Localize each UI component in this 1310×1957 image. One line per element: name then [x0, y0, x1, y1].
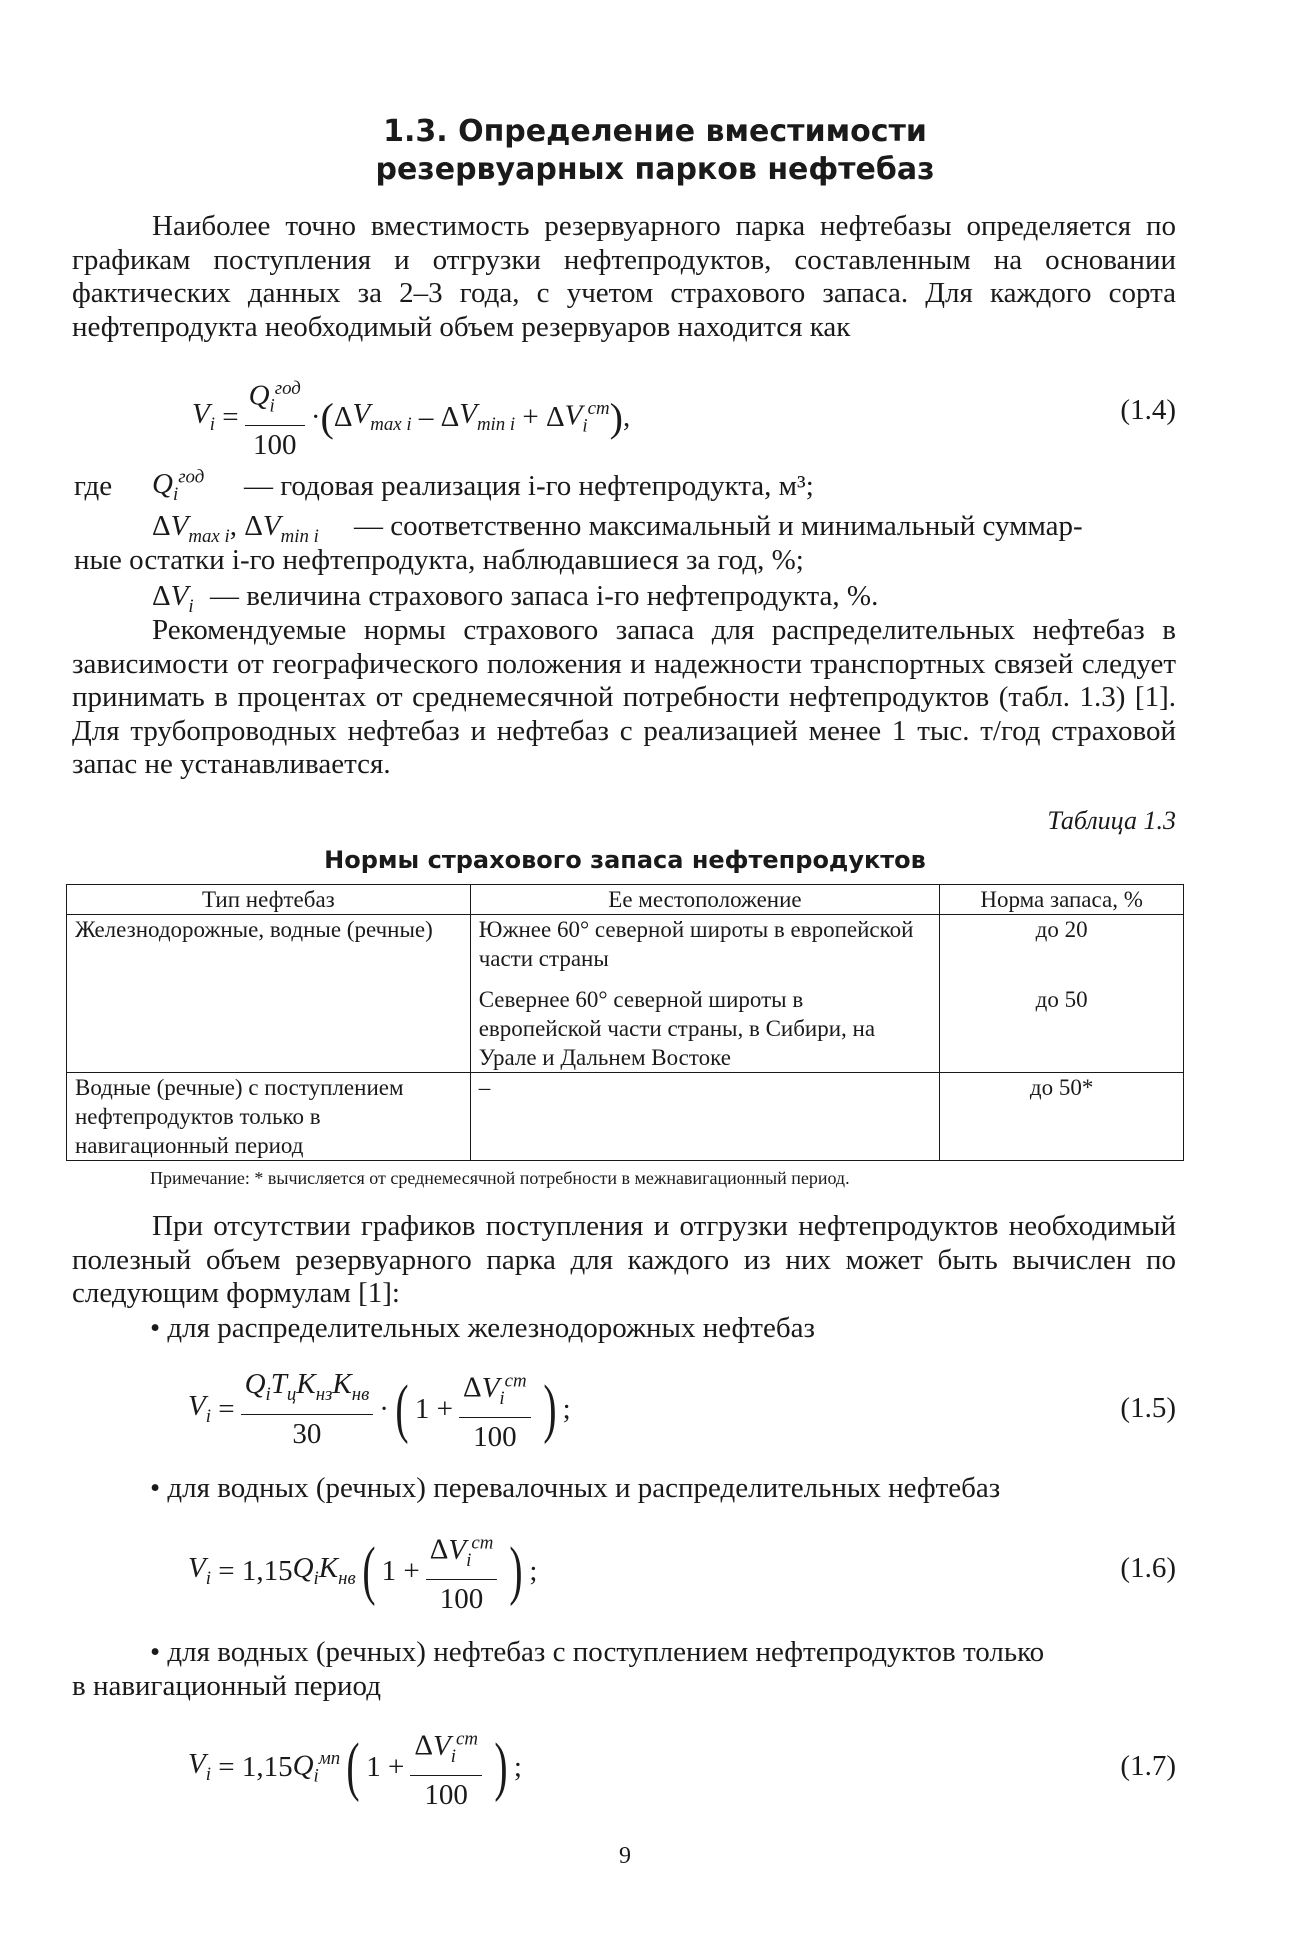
page-number: 9 — [619, 1843, 631, 1869]
header-type: Тип нефтебаз — [67, 885, 471, 915]
equation-number-1-6: (1.6) — [1120, 1552, 1176, 1584]
bullet-rail: • для распределительных железнодорожных нефтебаз — [150, 1312, 815, 1344]
section-title-line1: 1.3. Определение вместимости — [383, 114, 927, 149]
formula-1-7-coef: 1,15 — [241, 1750, 293, 1783]
where-word: где — [74, 470, 113, 502]
section-title-line2: резервуарных парков нефтебаз — [375, 152, 935, 187]
table-header-row — [67, 885, 1184, 915]
recommend-paragraph: Рекомендуемые нормы страхового запаса для распределительных нефтебаз в зависимости от географического положения и надежности транспортных связей следует принимать в процентах от среднемесячной потребности нефтепродуктов (табл. 1.3) [1]. Для трубопроводных нефтебаз и нефтебаз с реализацией менее 1 тыс. т/год страховой запас не устанавливается. — [72, 614, 1176, 780]
equation-number-1-4: (1.4) — [1120, 394, 1176, 426]
formula-1-5: $V_i$ = $\frac{Q_iT_цK_{нз}K_{нв}}{30}$ · ( 1 + $\frac{\Delta V_i^{ст}}{100}$ ) ; — [188, 1364, 571, 1454]
intro-paragraph: Наиболее точно вместимость резервуарного парка нефтебазы определяется по графикам поступления и отгрузки нефтепродуктов, составленным на основании фактических данных за 2–3 года, с учетом страхового запаса. Для каждого сорта нефтепродукта необходимый объем резервуаров находится как — [72, 210, 1176, 343]
header-norm: Норма запаса, % — [940, 885, 1184, 915]
formula-1-6: $V_i$ = 1,15 $Q_iK_{нв}$ ( 1 + $\frac{\Delta V_i^{ст}}{100}$ ) ; — [188, 1526, 537, 1616]
formula-1-6-coef: 1,15 — [241, 1554, 293, 1587]
bullet-water-navigation-line1: • для водных (речных) нефтебаз с поступлением нефтепродуктов только — [150, 1636, 1045, 1668]
absence-paragraph: При отсутствии графиков поступления и отгрузки нефтепродуктов необходимый полезный объем резервуарного парка для каждого из них может быть вычислен по следующим формулам [1]: — [72, 1210, 1176, 1309]
bullet-water-transfer: • для водных (речных) перевалочных и распределительных нефтебаз — [150, 1472, 1001, 1504]
table-title: Нормы страхового запаса нефтепродуктов — [324, 846, 926, 874]
norms-table — [66, 884, 1184, 1161]
bullet-water-navigation-line2: в навигационный период — [72, 1670, 381, 1702]
q-symbol: $Q_i^{год}$ — [152, 466, 205, 505]
table-row: Железнодорожные, водные (речные) Южнее 60° северной широты в европейской части страны до 20 — [67, 915, 1184, 980]
dvi-symbol: $\Delta V_i$ — [152, 580, 194, 617]
equation-number-1-7: (1.7) — [1120, 1750, 1176, 1782]
table-row: Севернее 60° северной широты в европейской части страны, в Сибири, на Урале и Дальнем Востоке до 50 — [67, 979, 1184, 1073]
dvi-definition: — величина страхового запаса i-го нефтепродукта, %. — [210, 580, 879, 612]
q-definition: — годовая реализация i-го нефтепродукта, м³; — [244, 470, 814, 502]
equation-number-1-5: (1.5) — [1120, 1392, 1176, 1424]
table-note: Примечание: * вычисляется от среднемесячной потребности в межнавигационный период. — [150, 1168, 850, 1188]
dv-symbols: $\Delta V_{max i}$, $\Delta V_{min i}$ — [152, 510, 319, 547]
table-row: Водные (речные) с поступлением нефтепродуктов только в навигационный период – до 50* — [67, 1073, 1184, 1161]
formula-1-7: $V_i$ = 1,15 $Q_i^{мп}$ ( 1 + $\frac{\Delta V_i^{ст}}{100}$ ) ; — [188, 1722, 522, 1812]
formula-1-4: $V_i$ = $\frac{Q_i^{год}}{100}$ · ( Δ $V_{max i}$ – Δ $V_{min i}$ + Δ $V_i^{ст}$ ) , — [192, 372, 630, 462]
table-caption: Таблица 1.3 — [1047, 806, 1176, 835]
dv-definition-line1: — соответственно максимальный и минимальный суммар- — [354, 510, 1083, 542]
dv-definition-line2: ные остатки i-го нефтепродукта, наблюдавшиеся за год, %; — [74, 544, 804, 576]
header-location: Ее местоположение — [470, 885, 940, 915]
